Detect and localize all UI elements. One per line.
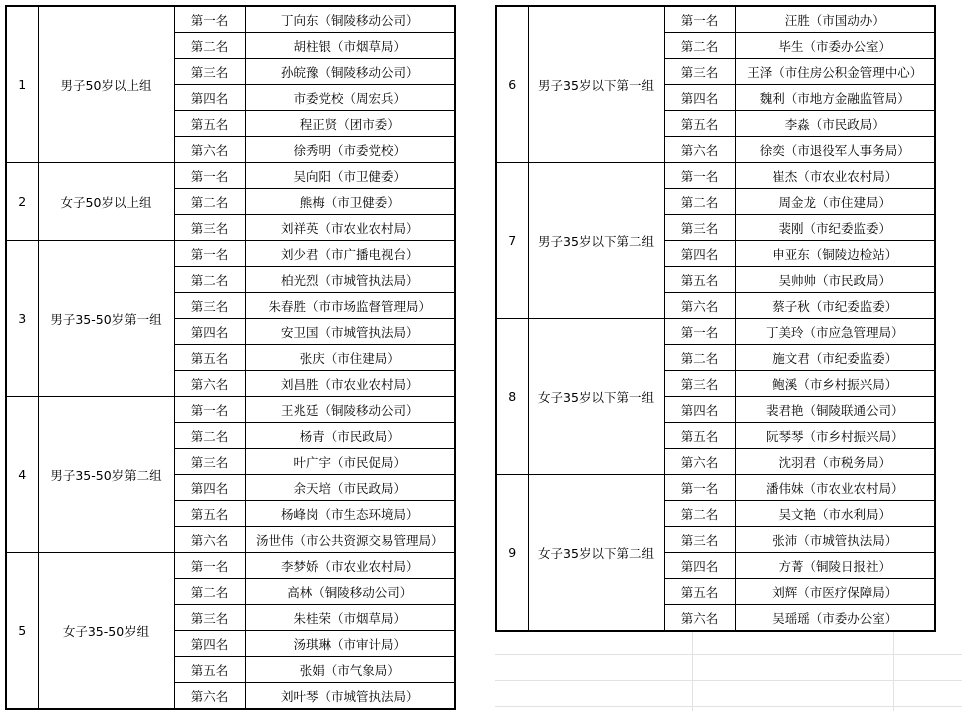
winner-cell: 崔杰（市农业农村局） [735, 163, 935, 189]
rank-cell: 第四名 [664, 85, 735, 111]
group-number: 9 [496, 475, 528, 632]
group-number: 8 [496, 319, 528, 475]
winner-cell: 鲍溪（市乡村振兴局） [735, 371, 935, 397]
results-table-right [495, 5, 936, 632]
rank-cell: 第六名 [664, 137, 735, 163]
winner-cell: 吴向阳（市卫健委） [245, 163, 455, 189]
winner-cell: 丁向东（铜陵移动公司） [245, 6, 455, 33]
winner-cell: 胡柱银（市烟草局） [245, 33, 455, 59]
winner-cell: 裴君艳（铜陵联通公司） [735, 397, 935, 423]
group-name: 女子35-50岁组 [38, 553, 174, 710]
rank-cell: 第六名 [174, 527, 245, 553]
rank-cell: 第三名 [664, 371, 735, 397]
rank-cell: 第四名 [174, 85, 245, 111]
winner-cell: 方菁（铜陵日报社） [735, 553, 935, 579]
winner-cell: 柏光烈（市城管执法局） [245, 267, 455, 293]
winner-cell: 张庆（市住建局） [245, 345, 455, 371]
table-row [496, 6, 935, 33]
rank-cell: 第五名 [664, 111, 735, 137]
table-row [6, 397, 455, 423]
rank-cell: 第二名 [174, 189, 245, 215]
rank-cell: 第二名 [174, 579, 245, 605]
rank-cell: 第一名 [174, 163, 245, 189]
rank-cell: 第三名 [174, 215, 245, 241]
rank-cell: 第二名 [664, 345, 735, 371]
sheet-gridline [692, 630, 693, 711]
rank-cell: 第六名 [174, 683, 245, 710]
rank-cell: 第四名 [664, 553, 735, 579]
group-number: 7 [496, 163, 528, 319]
rank-cell: 第一名 [664, 163, 735, 189]
winner-cell: 叶广宇（市民促局） [245, 449, 455, 475]
sheet-gridline [495, 706, 962, 707]
winner-cell: 王泽（市住房公积金管理中心） [735, 59, 935, 85]
winner-cell: 刘祥英（市农业农村局） [245, 215, 455, 241]
winner-cell: 张娟（市气象局） [245, 657, 455, 683]
table-row [496, 475, 935, 501]
winner-cell: 市委党校（周宏兵） [245, 85, 455, 111]
group-name: 男子35岁以下第二组 [528, 163, 664, 319]
winner-cell: 吴瑶瑶（市委办公室） [735, 605, 935, 632]
rank-cell: 第四名 [174, 631, 245, 657]
rank-cell: 第一名 [174, 397, 245, 423]
winner-cell: 杨青（市民政局） [245, 423, 455, 449]
rank-cell: 第五名 [174, 111, 245, 137]
sheet-gridline [893, 630, 894, 711]
rank-cell: 第四名 [664, 241, 735, 267]
rank-cell: 第三名 [174, 59, 245, 85]
winner-cell: 沈羽君（市税务局） [735, 449, 935, 475]
group-number: 3 [6, 241, 38, 397]
group-name: 男子35-50岁第一组 [38, 241, 174, 397]
winner-cell: 朱桂荣（市烟草局） [245, 605, 455, 631]
winner-cell: 刘叶琴（市城管执法局） [245, 683, 455, 710]
winner-cell: 裴刚（市纪委监委） [735, 215, 935, 241]
rank-cell: 第三名 [174, 293, 245, 319]
table-row [496, 319, 935, 345]
rank-cell: 第二名 [174, 33, 245, 59]
group-name: 女子35岁以下第一组 [528, 319, 664, 475]
rank-cell: 第二名 [174, 423, 245, 449]
winner-cell: 徐秀明（市委党校） [245, 137, 455, 163]
rank-cell: 第一名 [174, 553, 245, 579]
winner-cell: 吴帅帅（市民政局） [735, 267, 935, 293]
rank-cell: 第三名 [664, 215, 735, 241]
rank-cell: 第三名 [664, 527, 735, 553]
group-number: 2 [6, 163, 38, 241]
winner-cell: 孙皖豫（铜陵移动公司） [245, 59, 455, 85]
winner-cell: 汤琪琳（市审计局） [245, 631, 455, 657]
group-number: 5 [6, 553, 38, 710]
winner-cell: 余天培（市民政局） [245, 475, 455, 501]
rank-cell: 第一名 [664, 6, 735, 33]
winner-cell: 刘昌胜（市农业农村局） [245, 371, 455, 397]
winner-cell: 丁美玲（市应急管理局） [735, 319, 935, 345]
rank-cell: 第六名 [664, 293, 735, 319]
rank-cell: 第二名 [664, 189, 735, 215]
rank-cell: 第二名 [664, 501, 735, 527]
winner-cell: 毕生（市委办公室） [735, 33, 935, 59]
rank-cell: 第三名 [174, 449, 245, 475]
rank-cell: 第二名 [174, 267, 245, 293]
rank-cell: 第六名 [174, 137, 245, 163]
winner-cell: 刘少君（市广播电视台） [245, 241, 455, 267]
winner-cell: 吴文艳（市水利局） [735, 501, 935, 527]
rank-cell: 第四名 [664, 397, 735, 423]
winner-cell: 周金龙（市住建局） [735, 189, 935, 215]
table-row [6, 6, 455, 33]
winner-cell: 阮琴琴（市乡村振兴局） [735, 423, 935, 449]
table-row [496, 163, 935, 189]
table-row [6, 163, 455, 189]
winner-cell: 程正贤（团市委） [245, 111, 455, 137]
rank-cell: 第四名 [174, 319, 245, 345]
rank-cell: 第一名 [664, 475, 735, 501]
rank-cell: 第五名 [174, 501, 245, 527]
group-number: 6 [496, 6, 528, 163]
rank-cell: 第三名 [664, 59, 735, 85]
winner-cell: 高林（铜陵移动公司） [245, 579, 455, 605]
winner-cell: 蔡子秋（市纪委监委） [735, 293, 935, 319]
winner-cell: 徐奕（市退役军人事务局） [735, 137, 935, 163]
rank-cell: 第三名 [174, 605, 245, 631]
rank-cell: 第五名 [664, 423, 735, 449]
rank-cell: 第六名 [664, 605, 735, 632]
rank-cell: 第一名 [174, 6, 245, 33]
rank-cell: 第二名 [664, 33, 735, 59]
rank-cell: 第五名 [174, 345, 245, 371]
winner-cell: 潘伟妹（市农业农村局） [735, 475, 935, 501]
rank-cell: 第五名 [664, 579, 735, 605]
rank-cell: 第一名 [174, 241, 245, 267]
group-name: 男子50岁以上组 [38, 6, 174, 163]
winner-cell: 王兆廷（铜陵移动公司） [245, 397, 455, 423]
winner-cell: 汤世伟（市公共资源交易管理局） [245, 527, 455, 553]
winner-cell: 安卫国（市城管执法局） [245, 319, 455, 345]
rank-cell: 第五名 [174, 657, 245, 683]
table-row [6, 241, 455, 267]
rank-cell: 第四名 [174, 475, 245, 501]
sheet-gridline [495, 680, 962, 681]
group-name: 女子50岁以上组 [38, 163, 174, 241]
rank-cell: 第五名 [664, 267, 735, 293]
table-row [6, 553, 455, 579]
winner-cell: 李梦娇（市农业农村局） [245, 553, 455, 579]
winner-cell: 杨峰岗（市生态环境局） [245, 501, 455, 527]
winner-cell: 张沛（市城管执法局） [735, 527, 935, 553]
winner-cell: 熊梅（市卫健委） [245, 189, 455, 215]
results-table-left [5, 5, 456, 710]
winner-cell: 李淼（市民政局） [735, 111, 935, 137]
rank-cell: 第六名 [174, 371, 245, 397]
sheet-gridline [495, 654, 962, 655]
winner-cell: 施文君（市纪委监委） [735, 345, 935, 371]
group-name: 男子35岁以下第一组 [528, 6, 664, 163]
group-name: 男子35-50岁第二组 [38, 397, 174, 553]
winner-cell: 汪胜（市国动办） [735, 6, 935, 33]
winner-cell: 朱春胜（市市场监督管理局） [245, 293, 455, 319]
rank-cell: 第一名 [664, 319, 735, 345]
group-number: 1 [6, 6, 38, 163]
rank-cell: 第六名 [664, 449, 735, 475]
winner-cell: 魏利（市地方金融监管局） [735, 85, 935, 111]
group-name: 女子35岁以下第二组 [528, 475, 664, 632]
group-number: 4 [6, 397, 38, 553]
winner-cell: 刘辉（市医疗保障局） [735, 579, 935, 605]
winner-cell: 申亚东（铜陵边检站） [735, 241, 935, 267]
